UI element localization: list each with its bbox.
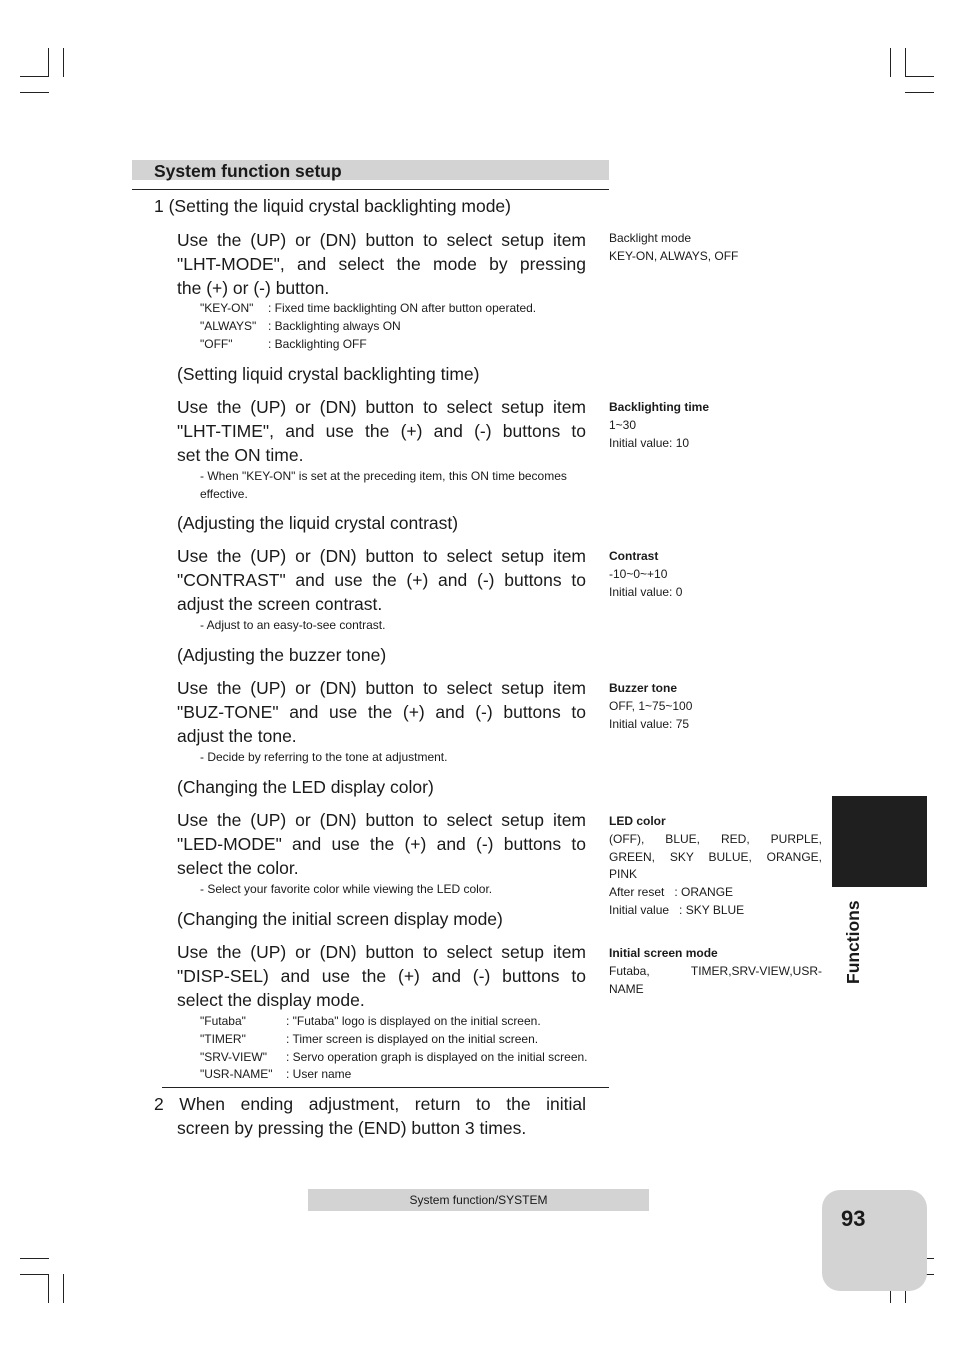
backlight-time-body-line: set the ON time.	[177, 445, 304, 465]
step1-body-line: the (+) or (-) button.	[177, 278, 330, 298]
contrast-body	[177, 544, 586, 616]
page-number-tab	[822, 1190, 927, 1291]
backlight-time-body-line: Use the (UP) or (DN) button to select setup item	[177, 397, 586, 417]
led-note: - Select your favorite color while viewing the LED color.	[200, 882, 493, 896]
step2	[154, 1092, 586, 1140]
side-buzzer-tone	[609, 680, 692, 733]
section-title: System function setup	[154, 161, 342, 181]
side-values-line: PINK	[609, 867, 638, 882]
option-desc: : Backlighting OFF	[268, 336, 367, 351]
initial-screen-body-line: "DISP-SEL) and use the (+) and (-) buttons to	[177, 966, 586, 986]
led-body	[177, 808, 586, 880]
led-body-line: select the color.	[177, 858, 299, 878]
option-desc: : Servo operation graph is displayed on the initial screen.	[286, 1049, 588, 1064]
side-values-line: NAME	[609, 981, 644, 996]
option-row	[200, 318, 536, 336]
option-desc: : Timer screen is displayed on the initial screen.	[286, 1031, 539, 1046]
side-led-color	[609, 813, 822, 920]
step1-options	[200, 300, 536, 353]
initial-screen-body	[177, 940, 586, 1012]
buzzer-body-line: adjust the tone.	[177, 726, 297, 746]
initial-screen-options	[200, 1013, 588, 1084]
step1-body	[177, 228, 586, 300]
buzzer-body	[177, 676, 586, 748]
initial-screen-heading: (Changing the initial screen display mode)	[177, 909, 503, 929]
side-title: Backlight mode	[609, 231, 692, 245]
note-line: effective.	[200, 486, 248, 501]
step1-body-line: Use the (UP) or (DN) button to select setup item	[177, 230, 586, 250]
side-initial: Initial value : SKY BLUE	[609, 902, 745, 917]
backlight-time-note	[200, 468, 567, 504]
option-desc: : "Futaba" logo is displayed on the initial screen.	[286, 1014, 541, 1028]
side-title: Contrast	[609, 549, 659, 563]
option-row	[200, 300, 536, 318]
option-desc: : Backlighting always ON	[268, 318, 401, 333]
side-title: Backlighting time	[609, 400, 710, 414]
side-initial: Initial value: 75	[609, 716, 690, 731]
option-key: "KEY-ON"	[200, 301, 254, 315]
option-row	[200, 1066, 588, 1084]
step2-line: 2 When ending adjustment, return to the initial	[154, 1094, 586, 1114]
chapter-tab	[832, 796, 927, 887]
section-end-rule	[162, 1087, 609, 1088]
side-range: OFF, 1~75~100	[609, 698, 693, 713]
option-key: "USR-NAME"	[200, 1067, 273, 1082]
side-title: Buzzer tone	[609, 681, 678, 695]
note-line: - When "KEY-ON" is set at the preceding item, this ON time becomes	[200, 469, 567, 483]
option-key: "TIMER"	[200, 1031, 246, 1046]
option-desc: : User name	[286, 1067, 352, 1082]
side-range: 1~30	[609, 417, 637, 432]
side-values-line: Futaba, TIMER,SRV-VIEW,USR-	[609, 963, 822, 978]
option-row	[200, 1049, 588, 1067]
contrast-body-line: "CONTRAST" and use the (+) and (-) buttons to	[177, 570, 586, 590]
option-desc: : Fixed time backlighting ON after button operated.	[268, 301, 537, 315]
option-key: "SRV-VIEW"	[200, 1049, 267, 1064]
contrast-note: - Adjust to an easy-to-see contrast.	[200, 618, 386, 632]
side-initial: Initial value: 10	[609, 435, 690, 450]
option-key: "ALWAYS"	[200, 318, 257, 333]
step2-line: screen by pressing the (END) button 3 times.	[177, 1118, 527, 1138]
option-row	[200, 1013, 588, 1031]
side-backlight-mode	[609, 230, 738, 266]
led-heading: (Changing the LED display color)	[177, 777, 434, 797]
contrast-body-line: adjust the screen contrast.	[177, 594, 383, 614]
side-after-reset: After reset : ORANGE	[609, 885, 734, 900]
buzzer-body-line: Use the (UP) or (DN) button to select setup item	[177, 678, 586, 698]
step1-heading: 1 (Setting the liquid crystal backlighting mode)	[154, 196, 511, 216]
backlight-time-body	[177, 395, 586, 467]
option-key: "OFF"	[200, 336, 233, 351]
side-title: Initial screen mode	[609, 946, 718, 960]
section-title-rule	[132, 189, 609, 190]
contrast-heading: (Adjusting the liquid crystal contrast)	[177, 513, 459, 533]
initial-screen-body-line: Use the (UP) or (DN) button to select setup item	[177, 942, 586, 962]
page-number: 93	[841, 1206, 866, 1231]
buzzer-body-line: "BUZ-TONE" and use the (+) and (-) buttons to	[177, 702, 586, 722]
option-row	[200, 1031, 588, 1049]
backlight-time-heading: (Setting liquid crystal backlighting time)	[177, 364, 480, 384]
side-initial: Initial value: 0	[609, 584, 683, 599]
option-key: "Futaba"	[200, 1014, 246, 1028]
buzzer-heading: (Adjusting the buzzer tone)	[177, 645, 387, 665]
side-contrast	[609, 548, 682, 601]
led-body-line: Use the (UP) or (DN) button to select setup item	[177, 810, 586, 830]
side-values: KEY-ON, ALWAYS, OFF	[609, 248, 739, 263]
initial-screen-body-line: select the display mode.	[177, 990, 365, 1010]
side-initial-screen-mode	[609, 945, 822, 998]
footer-text: System function/SYSTEM	[409, 1193, 548, 1207]
step1-body-line: "LHT-MODE", and select the mode by pressing	[177, 254, 586, 274]
side-values-line: (OFF), BLUE, RED, PURPLE,	[609, 831, 822, 846]
option-row	[200, 336, 536, 354]
side-backlighting-time	[609, 399, 709, 452]
chapter-tab-label: Functions	[843, 900, 863, 984]
buzzer-note: - Decide by referring to the tone at adjustment.	[200, 750, 448, 764]
led-body-line: "LED-MODE" and use the (+) and (-) buttons to	[177, 834, 586, 854]
contrast-body-line: Use the (UP) or (DN) button to select setup item	[177, 546, 586, 566]
backlight-time-body-line: "LHT-TIME", and use the (+) and (-) buttons to	[177, 421, 586, 441]
side-values-line: GREEN, SKY BULUE, ORANGE,	[609, 849, 822, 864]
side-title: LED color	[609, 814, 666, 828]
side-range: -10~0~+10	[609, 566, 668, 581]
